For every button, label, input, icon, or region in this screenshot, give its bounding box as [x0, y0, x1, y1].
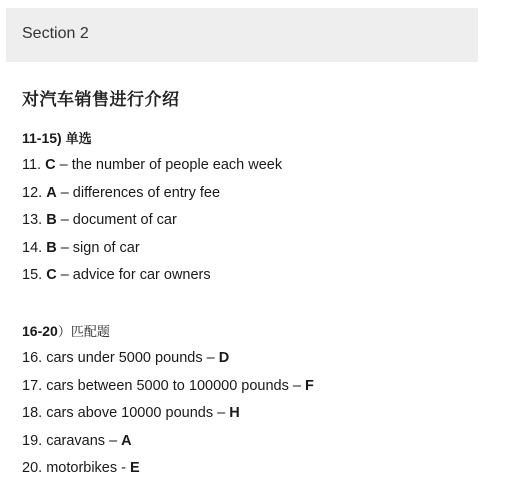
group-type: ）匹配题: [57, 325, 110, 340]
question-number: 17.: [22, 377, 43, 394]
answer-group-16-20: [22, 321, 314, 486]
group-type: 单选: [65, 132, 92, 147]
question-number: 13.: [22, 212, 43, 229]
answer-text: motorbikes -: [46, 460, 126, 477]
group-range: 16-20: [22, 323, 58, 339]
answer-text: – differences of entry fee: [60, 184, 221, 201]
question-number: 15.: [22, 267, 43, 284]
answer-letter: B: [46, 239, 57, 256]
answer-text: – advice for car owners: [60, 267, 211, 284]
page-heading: 对汽车销售进行介绍: [22, 90, 180, 110]
answer-row: [22, 458, 314, 486]
answer-letter: B: [46, 212, 57, 229]
answer-letter: C: [46, 267, 57, 284]
question-number: 12.: [22, 184, 43, 201]
answer-letter: C: [45, 157, 56, 173]
section-title: Section 2: [22, 25, 89, 42]
answer-text: cars above 10000 pounds –: [46, 405, 226, 422]
answer-row: [22, 376, 314, 404]
answer-text: cars under 5000 pounds –: [46, 350, 215, 366]
answer-text: caravans –: [46, 432, 118, 449]
question-number: 11.: [22, 157, 42, 173]
answer-text: – document of car: [60, 212, 177, 229]
answer-row: [22, 155, 282, 183]
answer-text: – sign of car: [60, 239, 140, 256]
answer-row: [22, 238, 282, 266]
answer-letter: H: [229, 405, 240, 422]
answer-row: [22, 403, 314, 431]
answer-row: [22, 210, 282, 238]
answer-group-11-15: [22, 128, 282, 293]
group-label: [22, 128, 282, 155]
answer-row: [22, 348, 314, 376]
section-header: [6, 8, 478, 62]
answer-row: [22, 265, 282, 293]
question-number: 14.: [22, 239, 43, 256]
answer-letter: F: [305, 377, 314, 394]
group-range: 11-15): [22, 130, 62, 146]
question-number: 19.: [22, 432, 43, 449]
answer-letter: A: [121, 432, 132, 449]
answer-row: [22, 183, 282, 211]
group-label: [22, 321, 314, 348]
question-number: 16.: [22, 350, 43, 366]
answer-letter: D: [218, 350, 230, 366]
question-number: 20.: [22, 460, 43, 477]
answer-row: [22, 431, 314, 459]
answer-text: – the number of people each week: [59, 157, 283, 173]
answer-letter: E: [130, 460, 140, 477]
answer-letter: A: [46, 184, 57, 201]
answer-text: cars between 5000 to 100000 pounds –: [46, 377, 301, 394]
question-number: 18.: [22, 405, 43, 422]
